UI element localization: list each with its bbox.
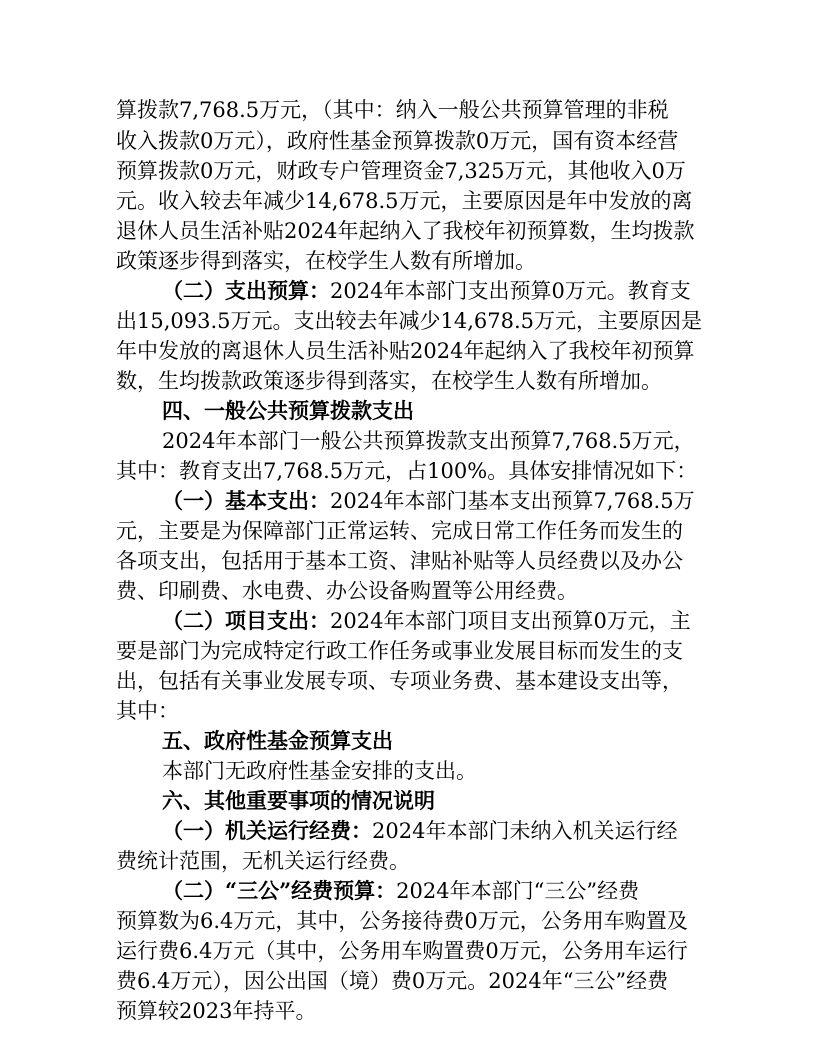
section-4-paragraph-line-2: 其中：教育支出7,768.5万元，占100%。具体安排情况如下： (116, 459, 698, 483)
basic-expenditure-line-4: 费、印刷费、水电费、办公设备购置等公用经费。 (116, 579, 578, 603)
income-paragraph-line-4: 元。收入较去年减少14,678.5万元，主要原因是年中发放的离 (116, 189, 693, 213)
operating-expenses-line-2: 费统计范围，无机关运行经费。 (116, 849, 410, 873)
income-paragraph-line-1: 算拨款7,768.5万元，（其中：纳入一般公共预算管理的非税 (116, 98, 669, 122)
three-public-line-5: 预算较2023年持平。 (116, 999, 317, 1023)
section-5-paragraph: 本部门无政府性基金安排的支出。 (162, 759, 477, 783)
three-public-heading: （二）“三公”经费预算： (162, 878, 397, 903)
project-expenditure-line-3: 出，包括有关事业发展专项、专项业务费、基本建设支出等， (116, 669, 683, 693)
section-4-heading: 四、一般公共预算拨款支出 (162, 398, 414, 423)
section-4-paragraph-line-1: 2024年本部门一般公共预算拨款支出预算7,768.5万元， (162, 429, 695, 453)
income-paragraph-line-3: 预算拨款0万元，财政专户管理资金7,325万元，其他收入0万 (116, 159, 686, 183)
project-expenditure-line-4: 其中： (116, 699, 179, 723)
expenditure-paragraph-line-1: （二）支出预算：2024年本部门支出预算0万元。教育支 (162, 278, 691, 303)
income-paragraph-line-6: 政策逐步得到落实，在校学生人数有所增加。 (116, 249, 536, 273)
expenditure-paragraph-line-4: 数，生均拨款政策逐步得到落实，在校学生人数有所增加。 (116, 369, 662, 393)
basic-expenditure-heading: （一）基本支出： (162, 488, 330, 513)
operating-expenses-heading: （一）机关运行经费： (162, 818, 372, 843)
three-public-line-3: 运行费6.4万元（其中，公务用车购置费0万元，公务用车运行 (116, 939, 688, 963)
expenditure-budget-heading: （二）支出预算： (162, 278, 330, 303)
three-public-line-2: 预算数为6.4万元，其中，公务接待费0万元，公务用车购置及 (116, 909, 688, 933)
section-6-heading: 六、其他重要事项的情况说明 (162, 788, 435, 813)
three-public-line-4: 费6.4万元），因公出国（境）费0万元。2024年“三公”经费 (116, 969, 669, 993)
three-public-line-1: （二）“三公”经费预算：2024年本部门“三公”经费 (162, 878, 640, 903)
project-expenditure-line-1: （二）项目支出：2024年本部门项目支出预算0万元，主 (162, 608, 691, 633)
basic-expenditure-line-3: 各项支出，包括用于基本工资、津贴补贴等人员经费以及办公 (116, 549, 683, 573)
basic-expenditure-line-1: （一）基本支出：2024年本部门基本支出预算7,768.5万 (162, 488, 695, 513)
project-expenditure-heading: （二）项目支出： (162, 608, 330, 633)
operating-expenses-line-1: （一）机关运行经费：2024年本部门未纳入机关运行经 (162, 818, 678, 843)
project-expenditure-line-2: 要是部门为完成特定行政工作任务或事业发展目标而发生的支 (116, 639, 683, 663)
income-paragraph-line-2: 收入拨款0万元），政府性基金预算拨款0万元，国有资本经营 (116, 129, 679, 153)
expenditure-paragraph-line-2: 出15,093.5万元。支出较去年减少14,678.5万元，主要原因是 (116, 309, 703, 333)
expenditure-paragraph-line-3: 年中发放的离退休人员生活补贴2024年起纳入了我校年初预算 (116, 339, 695, 363)
basic-expenditure-line-2: 元，主要是为保障部门正常运转、完成日常工作任务而发生的 (116, 519, 683, 543)
section-5-heading: 五、政府性基金预算支出 (162, 728, 393, 753)
income-paragraph-line-5: 退休人员生活补贴2024年起纳入了我校年初预算数，生均拨款 (116, 219, 695, 243)
